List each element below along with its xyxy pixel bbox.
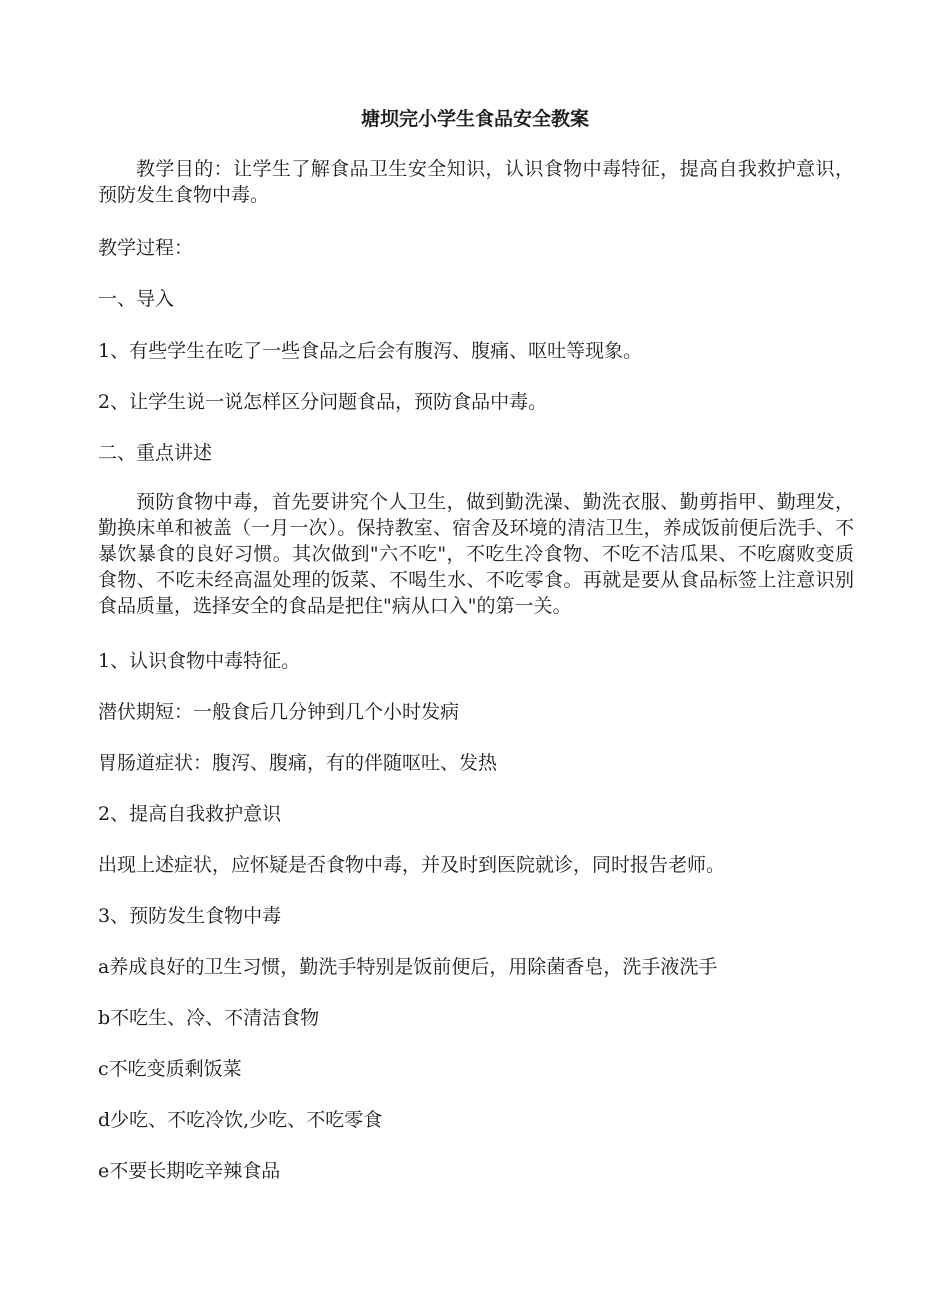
intro-item-1: 1、有些学生在吃了一些食品之后会有腹泻、腹痛、呕吐等现象。 [98,340,643,362]
key-points-paragraph: 预防食物中毒，首先要讲究个人卫生，做到勤洗澡、勤洗衣服、勤剪指甲、勤理发，勤换床单和被盖（一月一次）。保持教室、宿舍及环境的清洁卫生，养成饭前便后洗手、不暴饮暴食的良好习惯。其次做到"六不吃"，不吃生冷食物、不吃不洁瓜果、不吃腐败变质食物、不吃未经高温处理的饭菜、不喝生水、不吃零食。再就是要从食品标签上注意识别食品质量，选择安全的食品是把住"病从口入"的第一关。 [98,491,854,617]
intro-item-2: 2、让学生说一说怎样区分问题食品，预防食品中毒。 [98,391,548,413]
prevention-item-d: d少吃、不吃冷饮,少吃、不吃零食 [98,1109,383,1131]
document-title: 塘坝完小学生食品安全教案 [360,108,589,130]
point-2-heading: 2、提高自我救护意识 [98,803,282,825]
teaching-purpose: 教学目的：让学生了解食品卫生安全知识，认识食物中毒特征，提高自我救护意识，预防发生食物中毒。 [98,158,854,206]
prevention-item-b: b不吃生、冷、不清洁食物 [98,1007,320,1029]
self-rescue-text: 出现上述症状，应怀疑是否食物中毒，并及时到医院就诊，同时报告老师。 [98,854,726,876]
point-3-heading: 3、预防发生食物中毒 [98,905,282,927]
prevention-item-a: a养成良好的卫生习惯，勤洗手特别是饭前便后，用除菌香皂，洗手液洗手 [98,956,718,978]
section-intro-heading: 一、导入 [98,288,175,310]
gi-symptoms-text: 胃肠道症状：腹泻、腹痛，有的伴随呕吐、发热 [98,752,498,774]
prevention-item-e: e不要长期吃辛辣食品 [98,1160,281,1182]
section-key-points-heading: 二、重点讲述 [98,442,213,464]
prevention-item-c: c不吃变质剩饭菜 [98,1058,242,1080]
incubation-text: 潜伏期短：一般食后几分钟到几个小时发病 [98,701,460,723]
teaching-process-heading: 教学过程： [98,237,194,259]
point-1-heading: 1、认识食物中毒特征。 [98,650,301,672]
